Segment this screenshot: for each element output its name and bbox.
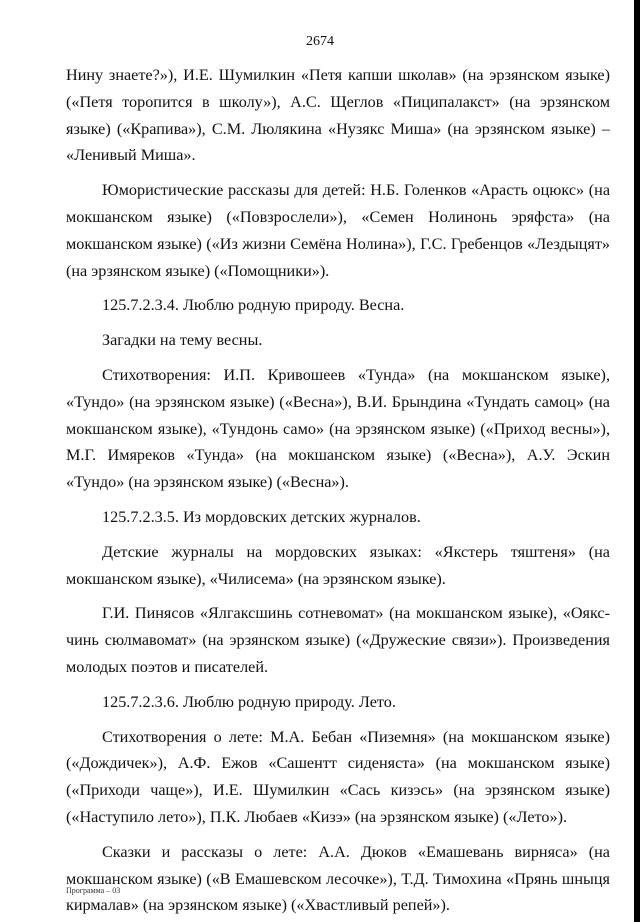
document-body	[66, 62, 610, 919]
paragraph-children-journals: Детские журналы на мордовских языках: «Якстерь тяштеня» (на мокшанском языке), «Чилисема» (на эрзянском языке).	[66, 542, 610, 588]
page-number: 2674	[306, 34, 334, 49]
paragraph-pinyasov: Г.И. Пинясов «Ялгаксшинь сотневомат» (на мокшанском языке), «Ояксчинь сюлмавомат» (на эрзянском языке) («Дружеские связи»). Произведения молодых поэтов и писателей.	[66, 604, 610, 676]
paragraph-spring-poems: Стихотворения: И.П. Кривошеев «Тунда» (на мокшанском языке), «Тундо» (на эрзянском языке) («Весна»), В.И. Брындина «Тундать самоц» (на мокшанском языке), «Тундонь само» (на эрзянском языке) («Приход весны»), М.Г. Имяреков «Тунда» (на мокшанском языке) («Весна»), А.У. Эскин «Тундо» (на эрзянском языке) («Весна»).	[66, 365, 610, 492]
section-heading-journals: 125.7.2.3.5. Из мордовских детских журналов.	[102, 507, 421, 526]
paragraph-spring-riddles: Загадки на тему весны.	[102, 331, 263, 350]
paragraph-summer-poems: Стихотворения о лете: М.А. Бебан «Пиземня» (на мокшанском языке) («Дождичек»), А.Ф. Ежов «Сашентт сиденяста» (на мокшанском языке) («Приходи чаще»), И.Е. Шумилкин «Сась кизэсь» (на эрзянском языке) («Наступило лето»), П.К. Любаев «Кизэ» (на эрзянском языке) («Лето»).	[66, 727, 610, 826]
scan-edge-border	[634, 0, 640, 922]
paragraph-humorous-stories: Юмористические рассказы для детей: Н.Б. Голенков «Арасть оцюкс» (на мокшанском языке) («Повзрослели»), «Семен Нолинонь эряфста» (на мокшанском языке) («Из жизни Семёна Нолина»), Г.С. Гребенцов «Лездыцят» (на эрзянском языке) («Помощники»).	[66, 181, 610, 280]
section-heading-spring: 125.7.2.3.4. Люблю родную природу. Весна.	[102, 296, 405, 315]
paragraph-continuation: Нину знаете?»), И.Е. Шумилкин «Петя капши школав» (на эрзянском языке) («Петя торопится в школу»), А.С. Щеглов «Пиципалакст» (на эрзянском языке) («Крапива»), С.М. Люлякина «Нузякс Миша» (на эрзянском языке) – «Ленивый Миша».	[66, 66, 610, 165]
section-heading-summer: 125.7.2.3.6. Люблю родную природу. Лето.	[102, 692, 396, 711]
footer-program-label: Программа – 03	[66, 886, 121, 895]
paragraph-summer-tales: Сказки и рассказы о лете: А.А. Дюков «Емашевань вирняса» (на мокшанском языке) («В Емашевском лесочке»), Т.Д. Тимохина «Прянь шныця кирмалав» (на эрзянском языке) («Хвастливый репей»).	[66, 842, 610, 915]
